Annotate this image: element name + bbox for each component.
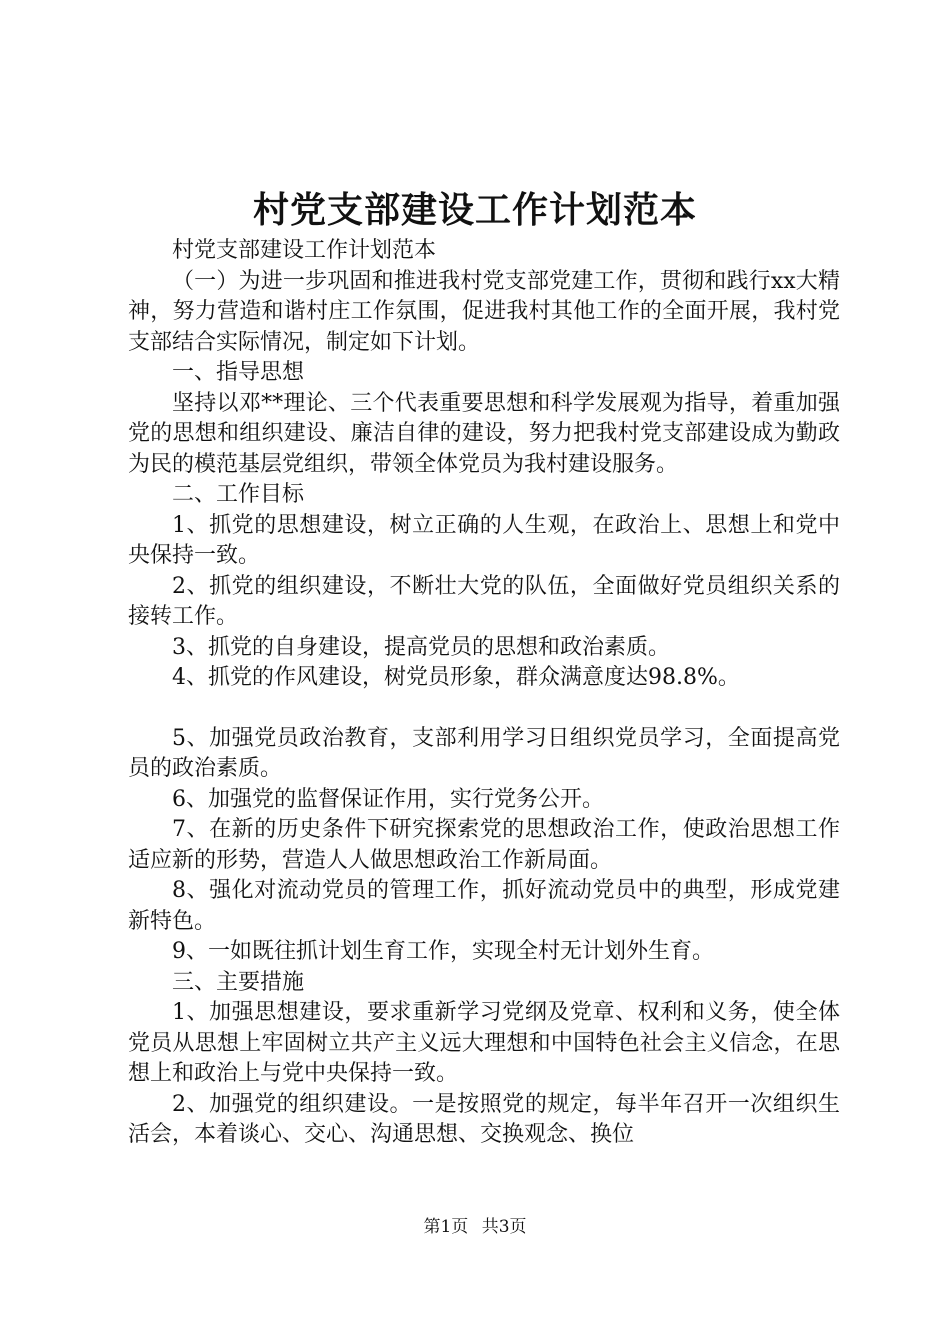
goal-item: 6、加强党的监督保证作用，实行党务公开。 [172,786,604,812]
document-body [128,236,840,1151]
goal-item: 5、加强党员政治教育，支部利用学习日组织党员学习，全面提高党员的政治素质。 [128,725,840,781]
paragraph-guiding-thought: 坚持以邓**理论、三个代表重要思想和科学发展观为指导，着重加强党的思想和组织建设、廉洁自律的建设，努力把我村党支部建设成为勤政为民的模范基层党组织，带领全体党员为我村建设服务。 [128,390,840,477]
goal-item: 1、抓党的思想建设，树立正确的人生观，在政治上、思想上和党中央保持一致。 [128,512,840,568]
page-total: 共3页 [481,1217,527,1237]
goal-item: 9、一如既往抓计划生育工作，实现全村无计划外生育。 [172,939,714,964]
page-number: 第1页 [423,1217,469,1237]
heading-guiding-thought: 一、指导思想 [172,360,305,385]
measure-item: 1、加强思想建设，要求重新学习党纲及党章、权利和义务，使全体党员从思想上牢固树立共产主义远大理想和中国特色社会主义信念，在思想上和政治上与党中央保持一致。 [128,1000,840,1086]
goal-item: 3、抓党的自身建设，提高党员的思想和政治素质。 [172,634,670,660]
goal-item: 8、强化对流动党员的管理工作，抓好流动党员中的典型，形成党建新特色。 [128,878,840,934]
goal-item: 2、抓党的组织建设，不断壮大党的队伍，全面做好党员组织关系的接转工作。 [128,573,840,629]
measure-item: 2、加强党的组织建设。一是按照党的规定，每半年召开一次组织生活会，本着谈心、交心、沟通思想、交换观念、换位 [128,1091,840,1147]
heading-work-goals: 二、工作目标 [172,482,305,507]
goal-item: 4、抓党的作风建设，树党员形象，群众满意度达98.8%。 [172,665,740,690]
paragraph-subtitle: 村党支部建设工作计划范本 [172,238,437,263]
page-footer [0,1215,950,1239]
document-title: 村党支部建设工作计划范本 [252,189,697,231]
goal-item: 7、在新的历史条件下研究探索党的思想政治工作，使政治思想工作适应新的形势，营造人人做思想政治工作新局面。 [128,817,840,873]
heading-main-measures: 三、主要措施 [172,969,305,995]
paragraph-intro: （一）为进一步巩固和推进我村党支部党建工作，贯彻和践行xx大精神，努力营造和谐村庄工作氛围，促进我村其他工作的全面开展，我村党支部结合实际情况，制定如下计划。 [128,268,840,355]
